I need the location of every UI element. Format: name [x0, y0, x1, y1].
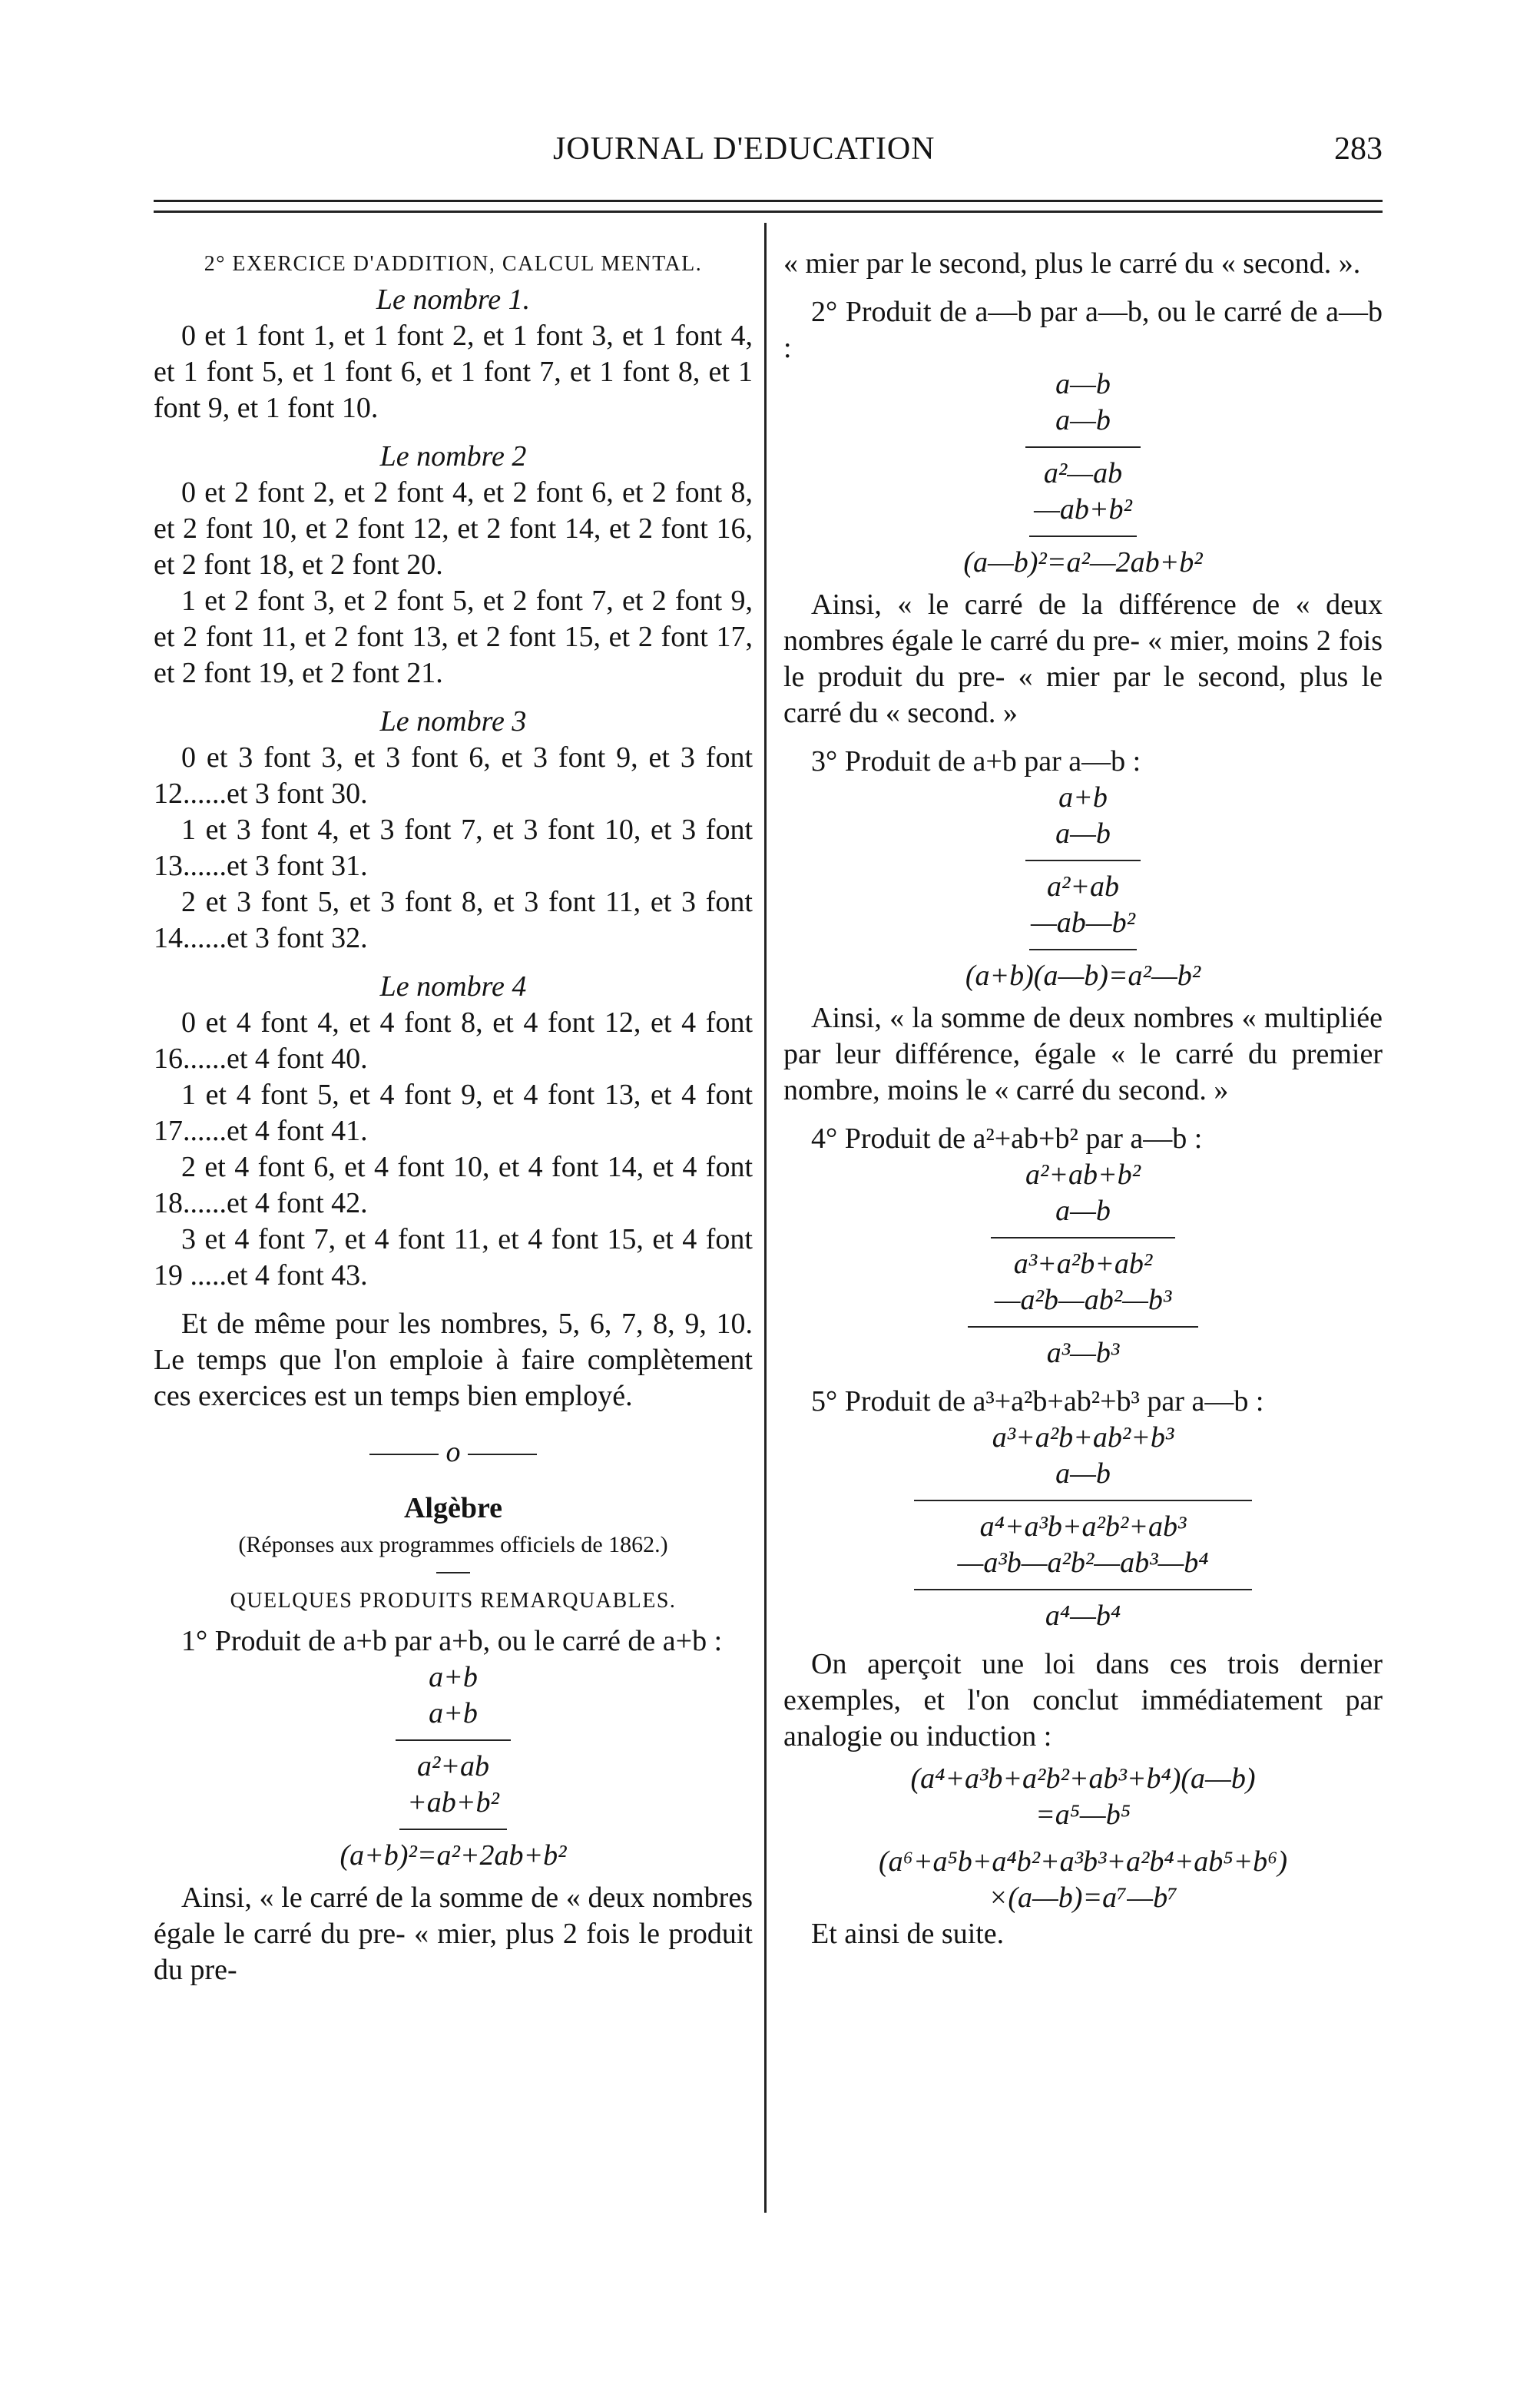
product5-partial1: a⁴+a³b+a²b²+ab³ [979, 1510, 1187, 1543]
product1-result: (a+b)²=a²+2ab+b² [339, 1839, 567, 1872]
paragraph-n3-c: 2 et 3 font 5, et 3 font 8, et 3 font 11, et 3 font 14......et 3 font 32. [154, 886, 753, 954]
product1-factor1: a+b [429, 1661, 478, 1693]
section-title-n2: Le nombre 2 [379, 440, 527, 473]
product5-intro: 5° Produit de a³+a²b+ab²+b³ par a—b : [811, 1385, 1264, 1418]
product4-result: a³—b³ [1046, 1337, 1120, 1369]
product2-partial1: a²—ab [1043, 457, 1123, 489]
product2-partial2: —ab+b² [1034, 493, 1132, 526]
product2-rule [1025, 446, 1141, 448]
product2-factor1: a—b [1055, 368, 1111, 400]
section-title-n1: Le nombre 1. [376, 284, 531, 316]
algebra-title: Algèbre [403, 1492, 503, 1524]
product1-intro: 1° Produit de a+b par a+b, ou le carré de a+b : [181, 1625, 723, 1657]
formula1-line2: =a⁵—b⁵ [1035, 1799, 1131, 1831]
product2-rule2 [1029, 536, 1137, 537]
product1-rule [396, 1739, 511, 1741]
separator-mark: o [445, 1436, 461, 1468]
algebra-subtitle: (Réponses aux programmes officiels de 1862.) [238, 1532, 668, 1557]
product5-result: a⁴—b⁴ [1045, 1600, 1121, 1632]
product4-partial1: a³+a²b+ab² [1013, 1248, 1153, 1280]
paragraph-n4-a: 0 et 4 font 4, et 4 font 8, et 4 font 12, et 4 font 16......et 4 font 40. [154, 1006, 753, 1075]
product3-statement: Ainsi, « la somme de deux nombres « multipliée par leur différence, égale « le carré du premier nombre, moins le « carré du second. » [783, 1002, 1383, 1106]
closing-line: Et ainsi de suite. [811, 1918, 1005, 1950]
product5-rule2 [914, 1589, 1252, 1590]
product3-factor1: a+b [1058, 781, 1108, 814]
product3-partial1: a²+ab [1046, 870, 1120, 903]
paragraph-n3-a: 0 et 3 font 3, et 3 font 6, et 3 font 9, et 3 font 12......et 3 font 30. [154, 741, 753, 810]
paragraph-n3-b: 1 et 3 font 4, et 3 font 7, et 3 font 10, et 3 font 13......et 3 font 31. [154, 814, 753, 882]
paragraph-n2-b: 1 et 2 font 3, et 2 font 5, et 2 font 7, et 2 font 9, et 2 font 11, et 2 font 13, et 2 font 15, et 2 font 17, et 2 font 19, et 2 font 21. [154, 585, 753, 689]
paragraph-n4-b: 1 et 4 font 5, et 4 font 9, et 4 font 13, et 4 font 17......et 4 font 41. [154, 1079, 753, 1147]
product4-rule2 [968, 1326, 1198, 1328]
formula1-line1: (a⁴+a³b+a²b²+ab³+b⁴)(a—b) [910, 1762, 1256, 1795]
product3-intro: 3° Produit de a+b par a—b : [811, 745, 1141, 778]
product3-partial2: —ab—b² [1031, 907, 1135, 939]
paragraph-closing: Et de même pour les nombres, 5, 6, 7, 8, 9, 10. Le temps que l'on emploie à faire complètement ces exercices est un temps bien employé. [154, 1308, 753, 1412]
paragraph-n4-c: 2 et 4 font 6, et 4 font 10, et 4 font 14, et 4 font 18......et 4 font 42. [154, 1151, 753, 1219]
product2-statement: Ainsi, « le carré de la différence de « deux nombres égale le carré du pre- « mier, moins 2 fois le produit du pre- « mier par le second, plus le carré du « second. » [783, 589, 1383, 729]
formula2-line1: (a⁶+a⁵b+a⁴b²+a³b³+a²b⁴+ab⁵+b⁶) [879, 1845, 1287, 1878]
product1-factor2: a+b [429, 1697, 478, 1729]
product1-statement: Ainsi, « le carré de la somme de « deux nombres égale le carré du pre- « mier, plus 2 fois le produit du pre- [154, 1882, 753, 1986]
left-column [154, 246, 753, 1988]
section-title-n4: Le nombre 4 [379, 970, 527, 1003]
product1-rule2 [399, 1829, 507, 1830]
product4-factor2: a—b [1055, 1195, 1111, 1227]
product5-partial2: —a³b—a²b²—ab³—b⁴ [957, 1547, 1209, 1579]
page-number: 283 [1334, 131, 1383, 167]
exercise-title: 2° EXERCICE D'ADDITION, CALCUL MENTAL. [204, 252, 703, 276]
product5-factor2: a—b [1055, 1457, 1111, 1490]
product1-partial2: +ab+b² [407, 1786, 499, 1819]
product2-intro: 2° Produit de a—b par a—b, ou le carré de a—b : [783, 296, 1383, 364]
header-rule-top [154, 200, 1383, 202]
product5-factor1: a³+a²b+ab²+b³ [992, 1421, 1174, 1454]
product2-result: (a—b)²=a²—2ab+b² [963, 546, 1203, 579]
products-title: QUELQUES PRODUITS REMARQUABLES. [230, 1589, 677, 1613]
journal-title: JOURNAL D'EDUCATION [553, 131, 936, 167]
paragraph-n4-d: 3 et 4 font 7, et 4 font 11, et 4 font 15, et 4 font 19 .....et 4 font 43. [154, 1223, 753, 1292]
product3-factor2: a—b [1055, 817, 1111, 850]
product4-factor1: a²+ab+b² [1025, 1159, 1141, 1191]
paragraph-n1: 0 et 1 font 1, et 1 font 2, et 1 font 3, et 1 font 4, et 1 font 5, et 1 font 6, et 1 font 7, et 1 font 8, et 1 font 9, et 1 font 10. [154, 320, 753, 424]
product4-intro: 4° Produit de a²+ab+b² par a—b : [811, 1122, 1203, 1155]
column-divider [764, 223, 767, 2213]
product3-result: (a+b)(a—b)=a²—b² [965, 960, 1201, 992]
paragraph-n2-a: 0 et 2 font 2, et 2 font 4, et 2 font 6, et 2 font 8, et 2 font 10, et 2 font 12, et 2 font 14, et 2 font 16, et 2 font 18, et 2 font 20. [154, 476, 753, 581]
product3-rule2 [1029, 949, 1137, 950]
conclusion-paragraph: On aperçoit une loi dans ces trois dernier exemples, et l'on conclut immédiatement par analogie ou induction : [783, 1648, 1383, 1752]
section-title-n3: Le nombre 3 [379, 705, 527, 738]
right-column [783, 246, 1383, 1952]
formula2-line2: ×(a—b)=a⁷—b⁷ [988, 1882, 1178, 1914]
running-header [154, 131, 1383, 177]
product5-rule [914, 1500, 1252, 1501]
short-rule [436, 1572, 470, 1573]
header-rule-bottom [154, 211, 1383, 213]
product4-rule [991, 1237, 1175, 1238]
product4-partial2: —a²b—ab²—b³ [994, 1284, 1172, 1316]
section-separator [154, 1434, 753, 1471]
continued-statement: « mier par le second, plus le carré du « second. ». [783, 247, 1361, 280]
product3-rule [1025, 860, 1141, 861]
product2-factor2: a—b [1055, 404, 1111, 436]
product1-partial1: a²+ab [416, 1750, 490, 1782]
